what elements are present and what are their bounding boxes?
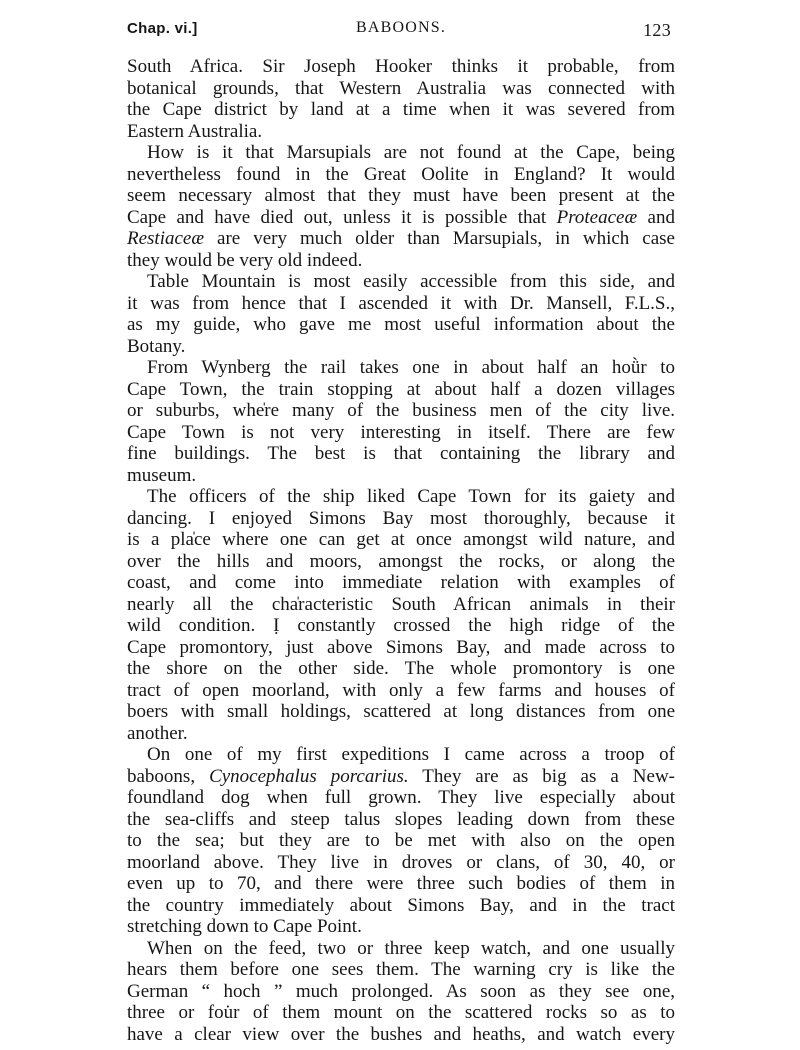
- italic-term: Cynocephalus porcarius.: [209, 765, 409, 787]
- text-line: wild condition. Ị constantly crossed the high ridge of the: [127, 615, 675, 636]
- text-line: [127, 766, 675, 788]
- text-run: and: [637, 206, 675, 228]
- text-line: fine buildings. The best is that containing the library and: [127, 443, 675, 464]
- text-line: another.: [127, 722, 188, 744]
- text-line: Cape Town, the train stopping at about half a dozen villages: [127, 378, 675, 400]
- text-line: On one of my first expeditions I came across a troop of: [147, 744, 675, 765]
- text-line: Table Mountain is most easily accessible from this side, and: [147, 271, 675, 292]
- text-line: [127, 207, 675, 229]
- italic-term: Restiaceæ: [127, 228, 205, 249]
- text-run: baboons,: [127, 765, 210, 787]
- text-line: the sea-cliffs and steep talus slopes leading down from these: [127, 808, 675, 830]
- text-line: is a pla̍ce where one can get at once amongst wild nature, and: [127, 529, 675, 550]
- paragraph: [127, 938, 675, 1046]
- book-page: [127, 18, 675, 1045]
- text-line: Eastern Australia.: [127, 120, 263, 142]
- text-line: boers with small holdings, scattered at long distances from one: [127, 701, 675, 722]
- text-line: The officers of the ship liked Cape Town for its gaiety and: [147, 486, 675, 507]
- text-line: How is it that Marsupials are not found at the Cape, being: [147, 142, 675, 163]
- text-line: the country immediately about Simons Bay, and in the tract: [127, 894, 675, 916]
- text-line: museum.: [127, 464, 197, 486]
- text-line: foundland dog when full grown. They live especially about: [127, 787, 675, 808]
- text-line: When on the feed, two or three keep watch, and one usually: [147, 937, 675, 959]
- text-line: coast, and come into immediate relation with examples of: [127, 572, 675, 593]
- text-line: three or fou̇r of them mount on the scattered rocks so as to: [127, 1002, 675, 1023]
- text-line: moorland above. They live in droves or clans, of 30, 40, or: [127, 851, 675, 873]
- paragraph: [127, 357, 675, 486]
- chapter-label: Chap. vi.]: [127, 20, 198, 37]
- text-line: dancing. I enjoyed Simons Bay most thoroughly, because it: [127, 507, 675, 529]
- text-line: over the hills and moors, amongst the rocks, or along the: [127, 550, 675, 572]
- text-line: the Cape district by land at a time when it was severed from: [127, 99, 675, 120]
- text-line: From Wynberg the rail takes one in about half an hoǜr to: [147, 357, 675, 378]
- text-line: Botany.: [127, 335, 186, 357]
- paragraph: [127, 142, 675, 271]
- text-line: tract of open moorland, with only a few farms and houses of: [127, 679, 675, 701]
- text-line: South Africa. Sir Joseph Hooker thinks it probable, from: [127, 56, 675, 77]
- text-line: they would be very old indeed.: [127, 249, 363, 271]
- paragraph: [127, 271, 675, 357]
- text-run: are very much older than Marsupials, in which case: [204, 228, 675, 249]
- text-line: or suburbs, whe̍re many of the business men of the city live.: [127, 400, 675, 421]
- text-line: stretching down to Cape Point.: [127, 916, 362, 937]
- text-line: Cape Town is not very interesting in itself. There are few: [127, 421, 675, 443]
- paragraph: [127, 486, 675, 744]
- text-line: [127, 228, 675, 250]
- text-line: it was from hence that I ascended it with Dr. Mansell, F.L.S.,: [127, 292, 675, 314]
- italic-term: Proteaceæ: [556, 206, 638, 228]
- text-line: even up to 70, and there were three such bodies of them in: [127, 873, 675, 894]
- running-head: [127, 18, 675, 44]
- text-line: seem necessary almost that they must have been present at the: [127, 185, 675, 206]
- text-line: Cape promontory, just above Simons Bay, and made across to: [127, 636, 675, 658]
- text-run: Cape and have died out, unless it is possible that: [127, 206, 557, 228]
- body-text: [127, 56, 675, 1045]
- page-title: BABOONS.: [355, 19, 447, 36]
- text-line: as my guide, who gave me most useful information about the: [127, 314, 675, 335]
- text-line: have a clear view over the bushes and heaths, and watch every: [127, 1023, 675, 1045]
- page-number: 123: [643, 20, 671, 40]
- text-line: botanical grounds, that Western Australia was connected with: [127, 77, 675, 99]
- text-line: the shore on the other side. The whole promontory is one: [127, 658, 675, 679]
- paragraph: [127, 744, 675, 938]
- text-line: hears them before one sees them. The warning cry is like the: [127, 959, 675, 980]
- text-line: nevertheless found in the Great Oolite in England? It would: [127, 163, 675, 185]
- text-run: They are as big as a New-: [408, 765, 675, 787]
- text-line: to the sea; but they are to be met with also on the open: [127, 830, 675, 851]
- text-line: nearly all the cha̍racteristic South African animals in their: [127, 593, 675, 615]
- text-line: German “ hoch ” much prolonged. As soon as they see one,: [127, 980, 675, 1002]
- paragraph: [127, 56, 675, 142]
